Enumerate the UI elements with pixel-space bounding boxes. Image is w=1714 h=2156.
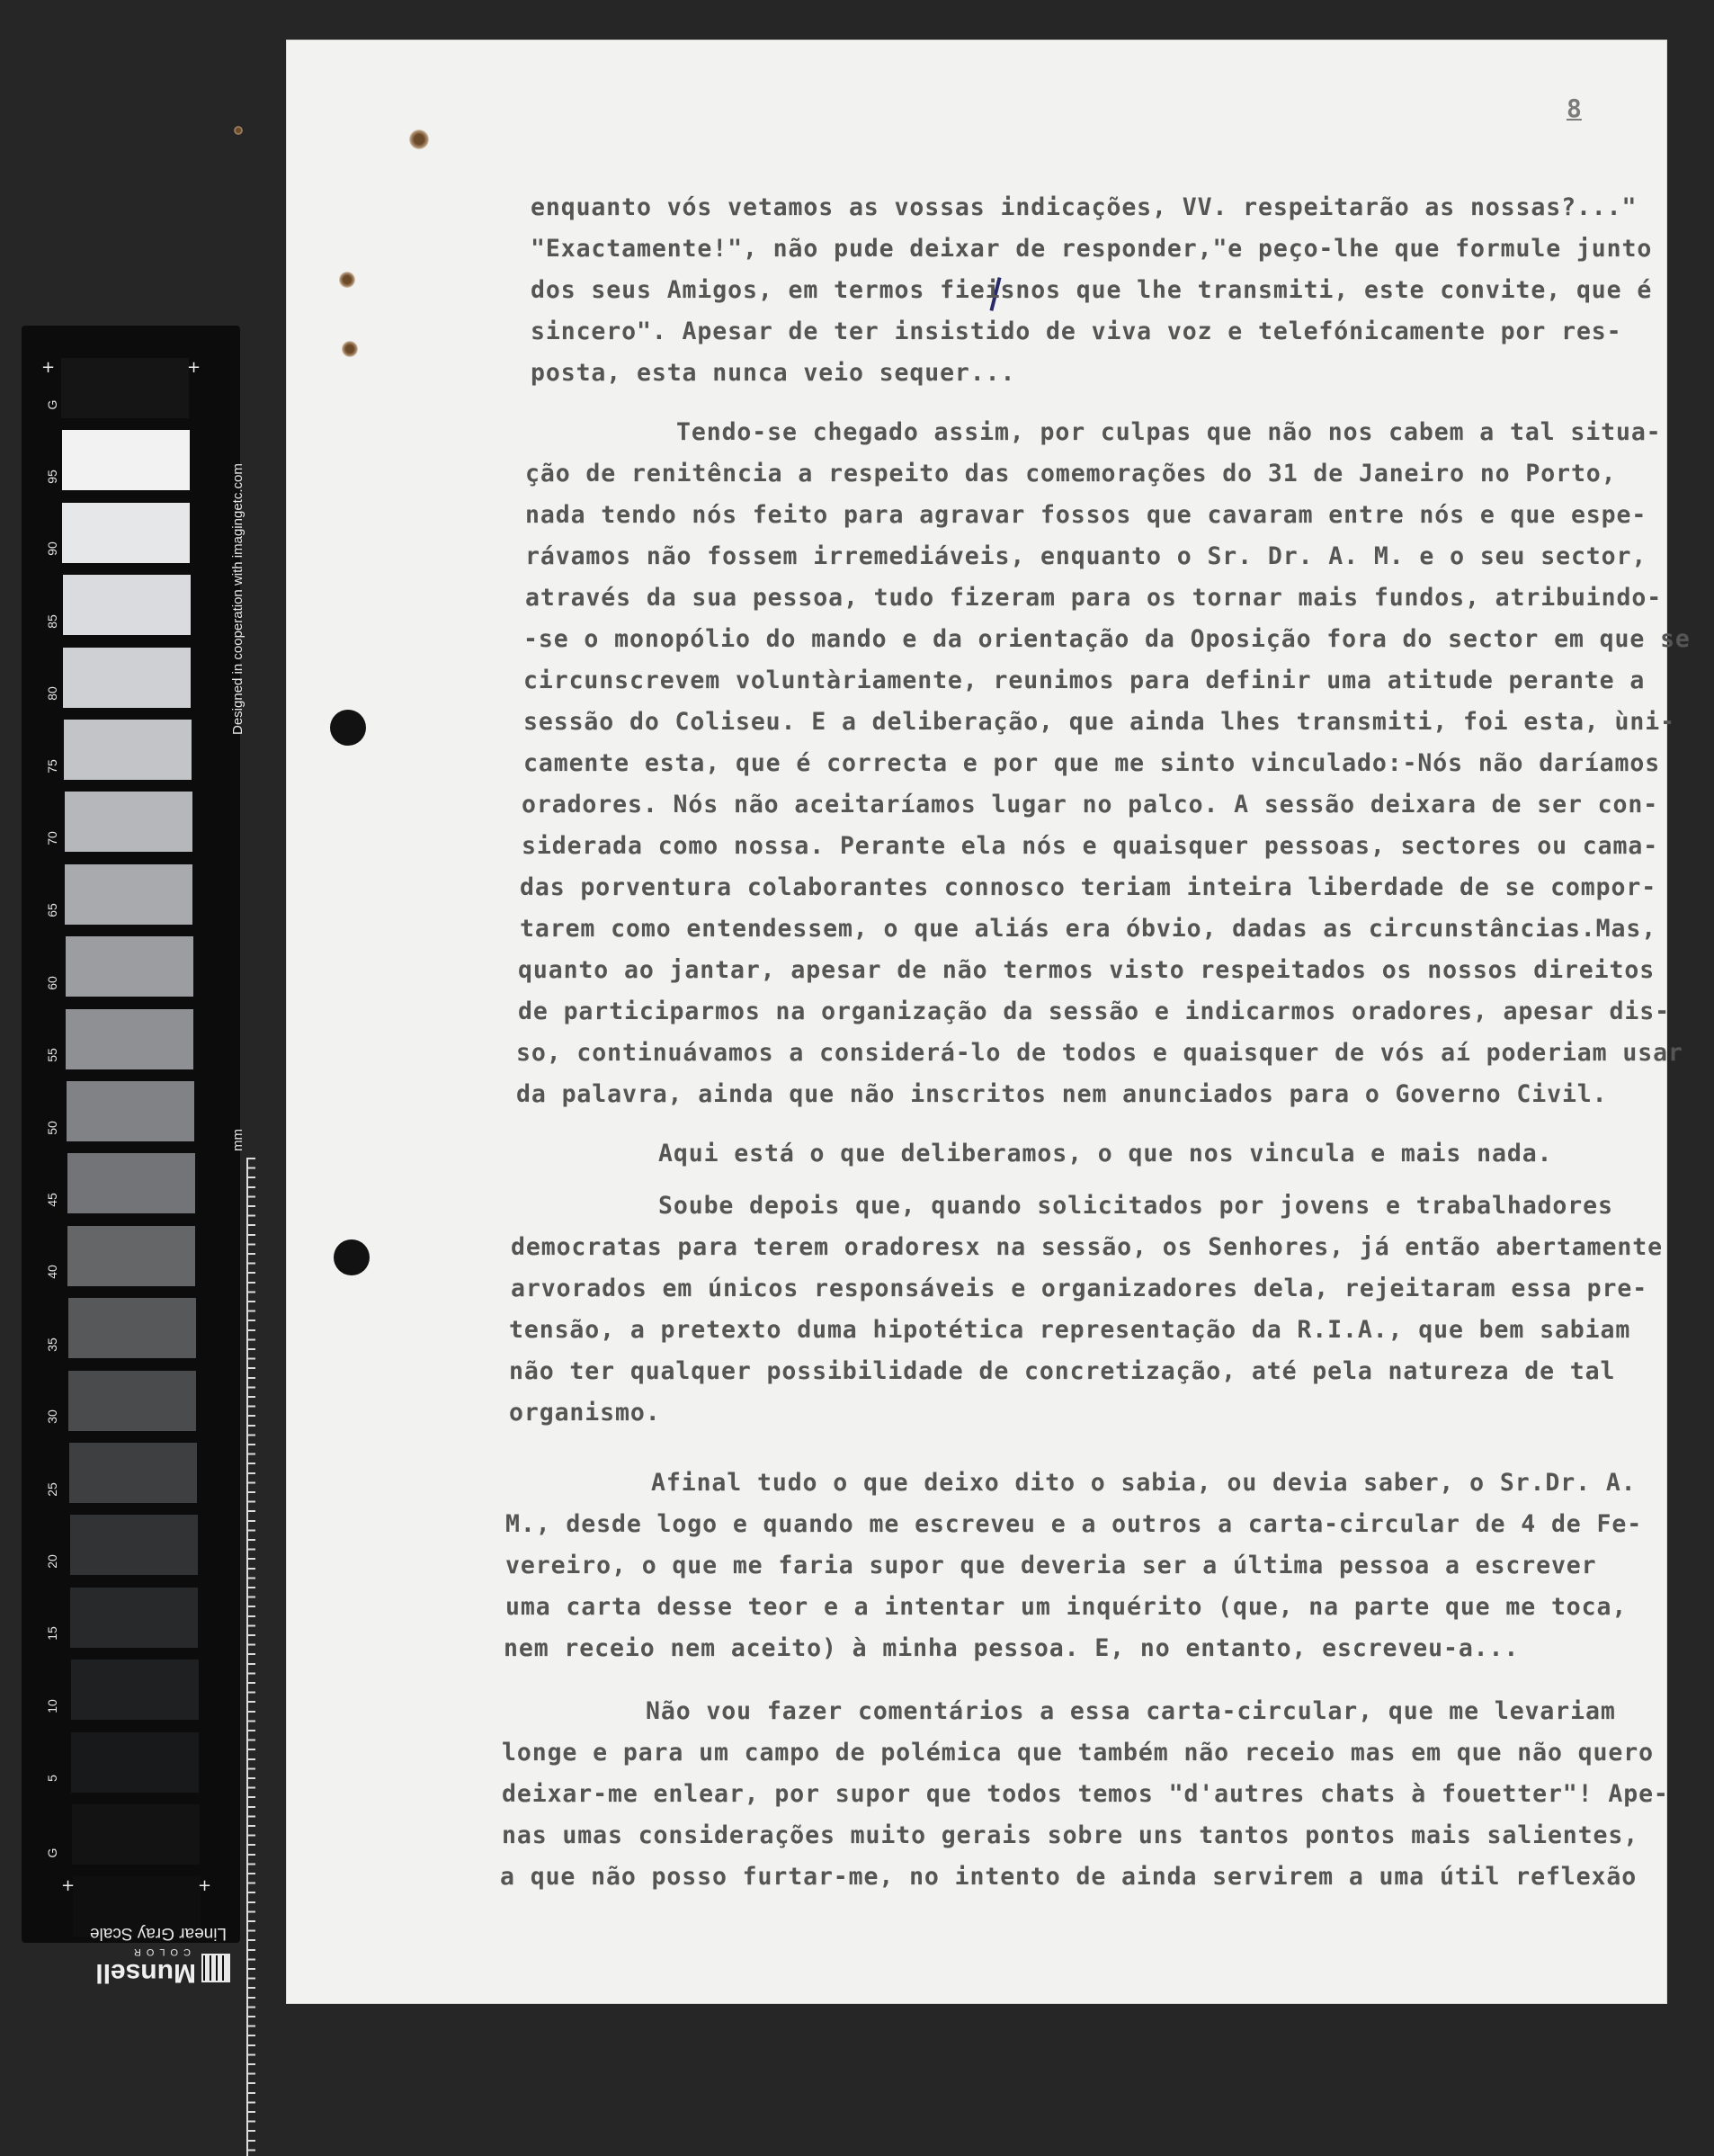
gray-patch (64, 720, 192, 780)
gray-patch (67, 1226, 195, 1286)
typed-line: Não vou fazer comentários a essa carta-circular, que me levariam (646, 1697, 1616, 1725)
scale-step-number: 55 (45, 1048, 59, 1062)
typed-line: rávamos não fossem irremediáveis, enquanto o Sr. Dr. A. M. e o seu sector, (525, 542, 1647, 570)
registration-mark: + (187, 358, 201, 377)
gray-patch (70, 1515, 198, 1575)
typed-line: tarem como entendessem, o que aliás era óbvio, dadas as circunstâncias.Mas, (520, 915, 1657, 943)
punch-hole-top (330, 710, 366, 746)
scale-step-number: 65 (45, 903, 59, 918)
gray-patch (68, 1371, 196, 1431)
typed-line: organismo. (509, 1399, 661, 1427)
typed-line: circunscrevem voluntàriamente, reunimos para definir uma atitude perante a (523, 666, 1646, 694)
typed-line: a que não posso furtar-me, no intento de ainda servirem a uma útil reflexão (500, 1863, 1638, 1891)
ruler-unit: mm (230, 1129, 245, 1151)
typed-line: siderada como nossa. Perante ela nós e quaisquer pessoas, sectores ou cama- (522, 832, 1659, 860)
scale-step-number: 70 (45, 831, 59, 845)
rust-spot (409, 130, 429, 149)
scale-step-number: 30 (45, 1409, 59, 1424)
scale-credit: Designed in cooperation with imagingetc.com (230, 463, 245, 735)
rust-spot (234, 126, 243, 135)
typed-line: ção de renitência a respeito das comemorações do 31 de Janeiro no Porto, (525, 460, 1617, 488)
scale-title: Linear Gray Scale (89, 1924, 228, 1943)
gray-patch (66, 1009, 193, 1069)
scale-step-number: 90 (45, 541, 59, 557)
typed-line: sessão do Coliseu. E a deliberação, que ainda lhes transmiti, foi esta, ùni- (523, 708, 1675, 736)
gray-patch (65, 864, 192, 925)
scale-step-number: 85 (45, 614, 59, 629)
typed-line: através da sua pessoa, tudo fizeram para os tornar mais fundos, atribuindo- (525, 584, 1663, 612)
gray-patch (72, 1804, 200, 1865)
gray-patch (67, 1081, 194, 1141)
typed-line: Aqui está o que deliberamos, o que nos vincula e mais nada. (658, 1140, 1553, 1167)
registration-mark: + (61, 1876, 76, 1895)
typed-line: oradores. Nós não aceitaríamos lugar no palco. A sessão deixara de ser con- (522, 791, 1659, 819)
munsell-grid-icon (201, 1954, 230, 1982)
typed-line: sincero". Apesar de ter insistido de viva voz e telefónicamente por res- (531, 318, 1622, 345)
scale-step-number: 5 (45, 1775, 59, 1783)
gray-patch (69, 1443, 197, 1503)
scale-step-number: 20 (45, 1554, 59, 1569)
typed-line: posta, esta nunca veio sequer... (531, 359, 1016, 387)
typed-line: camente esta, que é correcta e por que me sinto vinculado:-Nós não daríamos (523, 749, 1661, 777)
punch-hole-bottom (334, 1239, 370, 1275)
typed-line: -se o monopólio do mando e da orientação da Oposição fora do sector em que se (523, 625, 1691, 653)
typed-line: enquanto vós vetamos as vossas indicações, VV. respeitarão as nossas?..." (531, 193, 1638, 221)
typed-line: da palavra, ainda que não inscritos nem anunciados para o Governo Civil. (516, 1080, 1608, 1108)
typed-line: das porventura colaborantes connosco teriam inteira liberdade de se compor- (520, 873, 1657, 901)
gray-patch (61, 358, 189, 418)
gray-patch (63, 648, 191, 708)
typed-line: nas umas considerações muito gerais sobre uns tantos pontos mais salientes, (502, 1821, 1639, 1849)
scale-step-number: 95 (45, 470, 59, 484)
gray-patch (68, 1298, 196, 1358)
scale-bottom-label: G (45, 1847, 59, 1858)
scale-step-number: 75 (45, 758, 59, 774)
typed-line: arvorados em únicos responsáveis e organizadores dela, rejeitaram essa pre- (511, 1275, 1648, 1302)
gray-patch (67, 1153, 195, 1213)
gray-patch (62, 430, 190, 490)
munsell-logo (83, 1945, 236, 1990)
brand-subtitle: COLOR (128, 1946, 191, 1957)
scale-step-number: 35 (45, 1337, 59, 1352)
scale-step-number: 60 (45, 976, 59, 990)
scale-step-number: 45 (45, 1193, 59, 1207)
rust-spot (339, 272, 355, 288)
typed-line: tensão, a pretexto duma hipotética representação da R.I.A., que bem sabiam (509, 1316, 1631, 1344)
registration-mark: + (41, 358, 56, 377)
scale-step-number: 25 (45, 1481, 59, 1497)
typed-line: longe e para um campo de polémica que também não receio mas em que não quero (502, 1739, 1654, 1767)
scale-step-number: 80 (45, 686, 59, 701)
scale-step-number: 40 (45, 1265, 59, 1280)
brand-name: Munsell (95, 1958, 196, 1988)
typed-line: vereiro, o que me faria supor que deveria ser a última pessoa a escrever (505, 1552, 1597, 1579)
gray-scale-target (22, 326, 245, 1988)
typed-line: Afinal tudo o que deixo dito o sabia, ou devia saber, o Sr.Dr. A. (651, 1469, 1637, 1497)
typed-line: "Exactamente!", não pude deixar de responder,"e peço-lhe que formule junto (531, 235, 1653, 263)
gray-patch (65, 792, 192, 852)
typed-line: Tendo-se chegado assim, por culpas que não nos cabem a tal situa- (676, 418, 1662, 446)
gray-patch (63, 575, 191, 635)
typed-line: M., desde logo e quando me escreveu e a outros a carta-circular de 4 de Fe- (505, 1510, 1643, 1538)
scale-step-number: 50 (45, 1120, 59, 1135)
typed-line: democratas para terem oradoresx na sessão, os Senhores, já então abertamente (511, 1233, 1663, 1261)
typed-line: de participarmos na organização da sessão e indicarmos oradores, apesar dis- (518, 997, 1670, 1025)
gray-patch (71, 1659, 199, 1720)
scale-step-number: 10 (45, 1699, 59, 1713)
gray-patch (62, 503, 190, 563)
gray-patch (71, 1732, 199, 1793)
registration-mark: + (198, 1876, 212, 1895)
typed-line: deixar-me enlear, por supor que todos temos "d'autres chats à fouetter"! Ape- (502, 1780, 1669, 1808)
typed-line: dos seus Amigos, em termos fieisnos que lhe transmiti, este convite, que é (531, 276, 1653, 304)
typed-line: nada tendo nós feito para agravar fossos que cavaram entre nós e que espe- (525, 501, 1647, 529)
typed-page (286, 40, 1691, 2004)
typed-line: Soube depois que, quando solicitados por jovens e trabalhadores (658, 1192, 1613, 1220)
gray-patch (66, 936, 193, 997)
mm-ruler (246, 1158, 263, 2156)
typed-line: não ter qualquer possibilidade de concretização, até pela natureza de tal (509, 1357, 1616, 1385)
scale-top-label: G (45, 399, 59, 410)
typed-line: so, continuávamos a considerá-lo de todos e quaisquer de vós aí poderiam usar (516, 1039, 1683, 1067)
page-number: 8 (1567, 94, 1582, 123)
rust-spot (342, 341, 358, 357)
scale-step-number: 15 (45, 1626, 59, 1642)
typed-line: quanto ao jantar, apesar de não termos visto respeitados os nossos direitos (518, 956, 1656, 984)
gray-patch (70, 1588, 198, 1648)
typed-line: uma carta desse teor e a intentar um inquérito (que, na parte que me toca, (505, 1593, 1628, 1621)
typed-line: nem receio nem aceito) à minha pessoa. E, no entanto, escreveu-a... (504, 1634, 1520, 1662)
